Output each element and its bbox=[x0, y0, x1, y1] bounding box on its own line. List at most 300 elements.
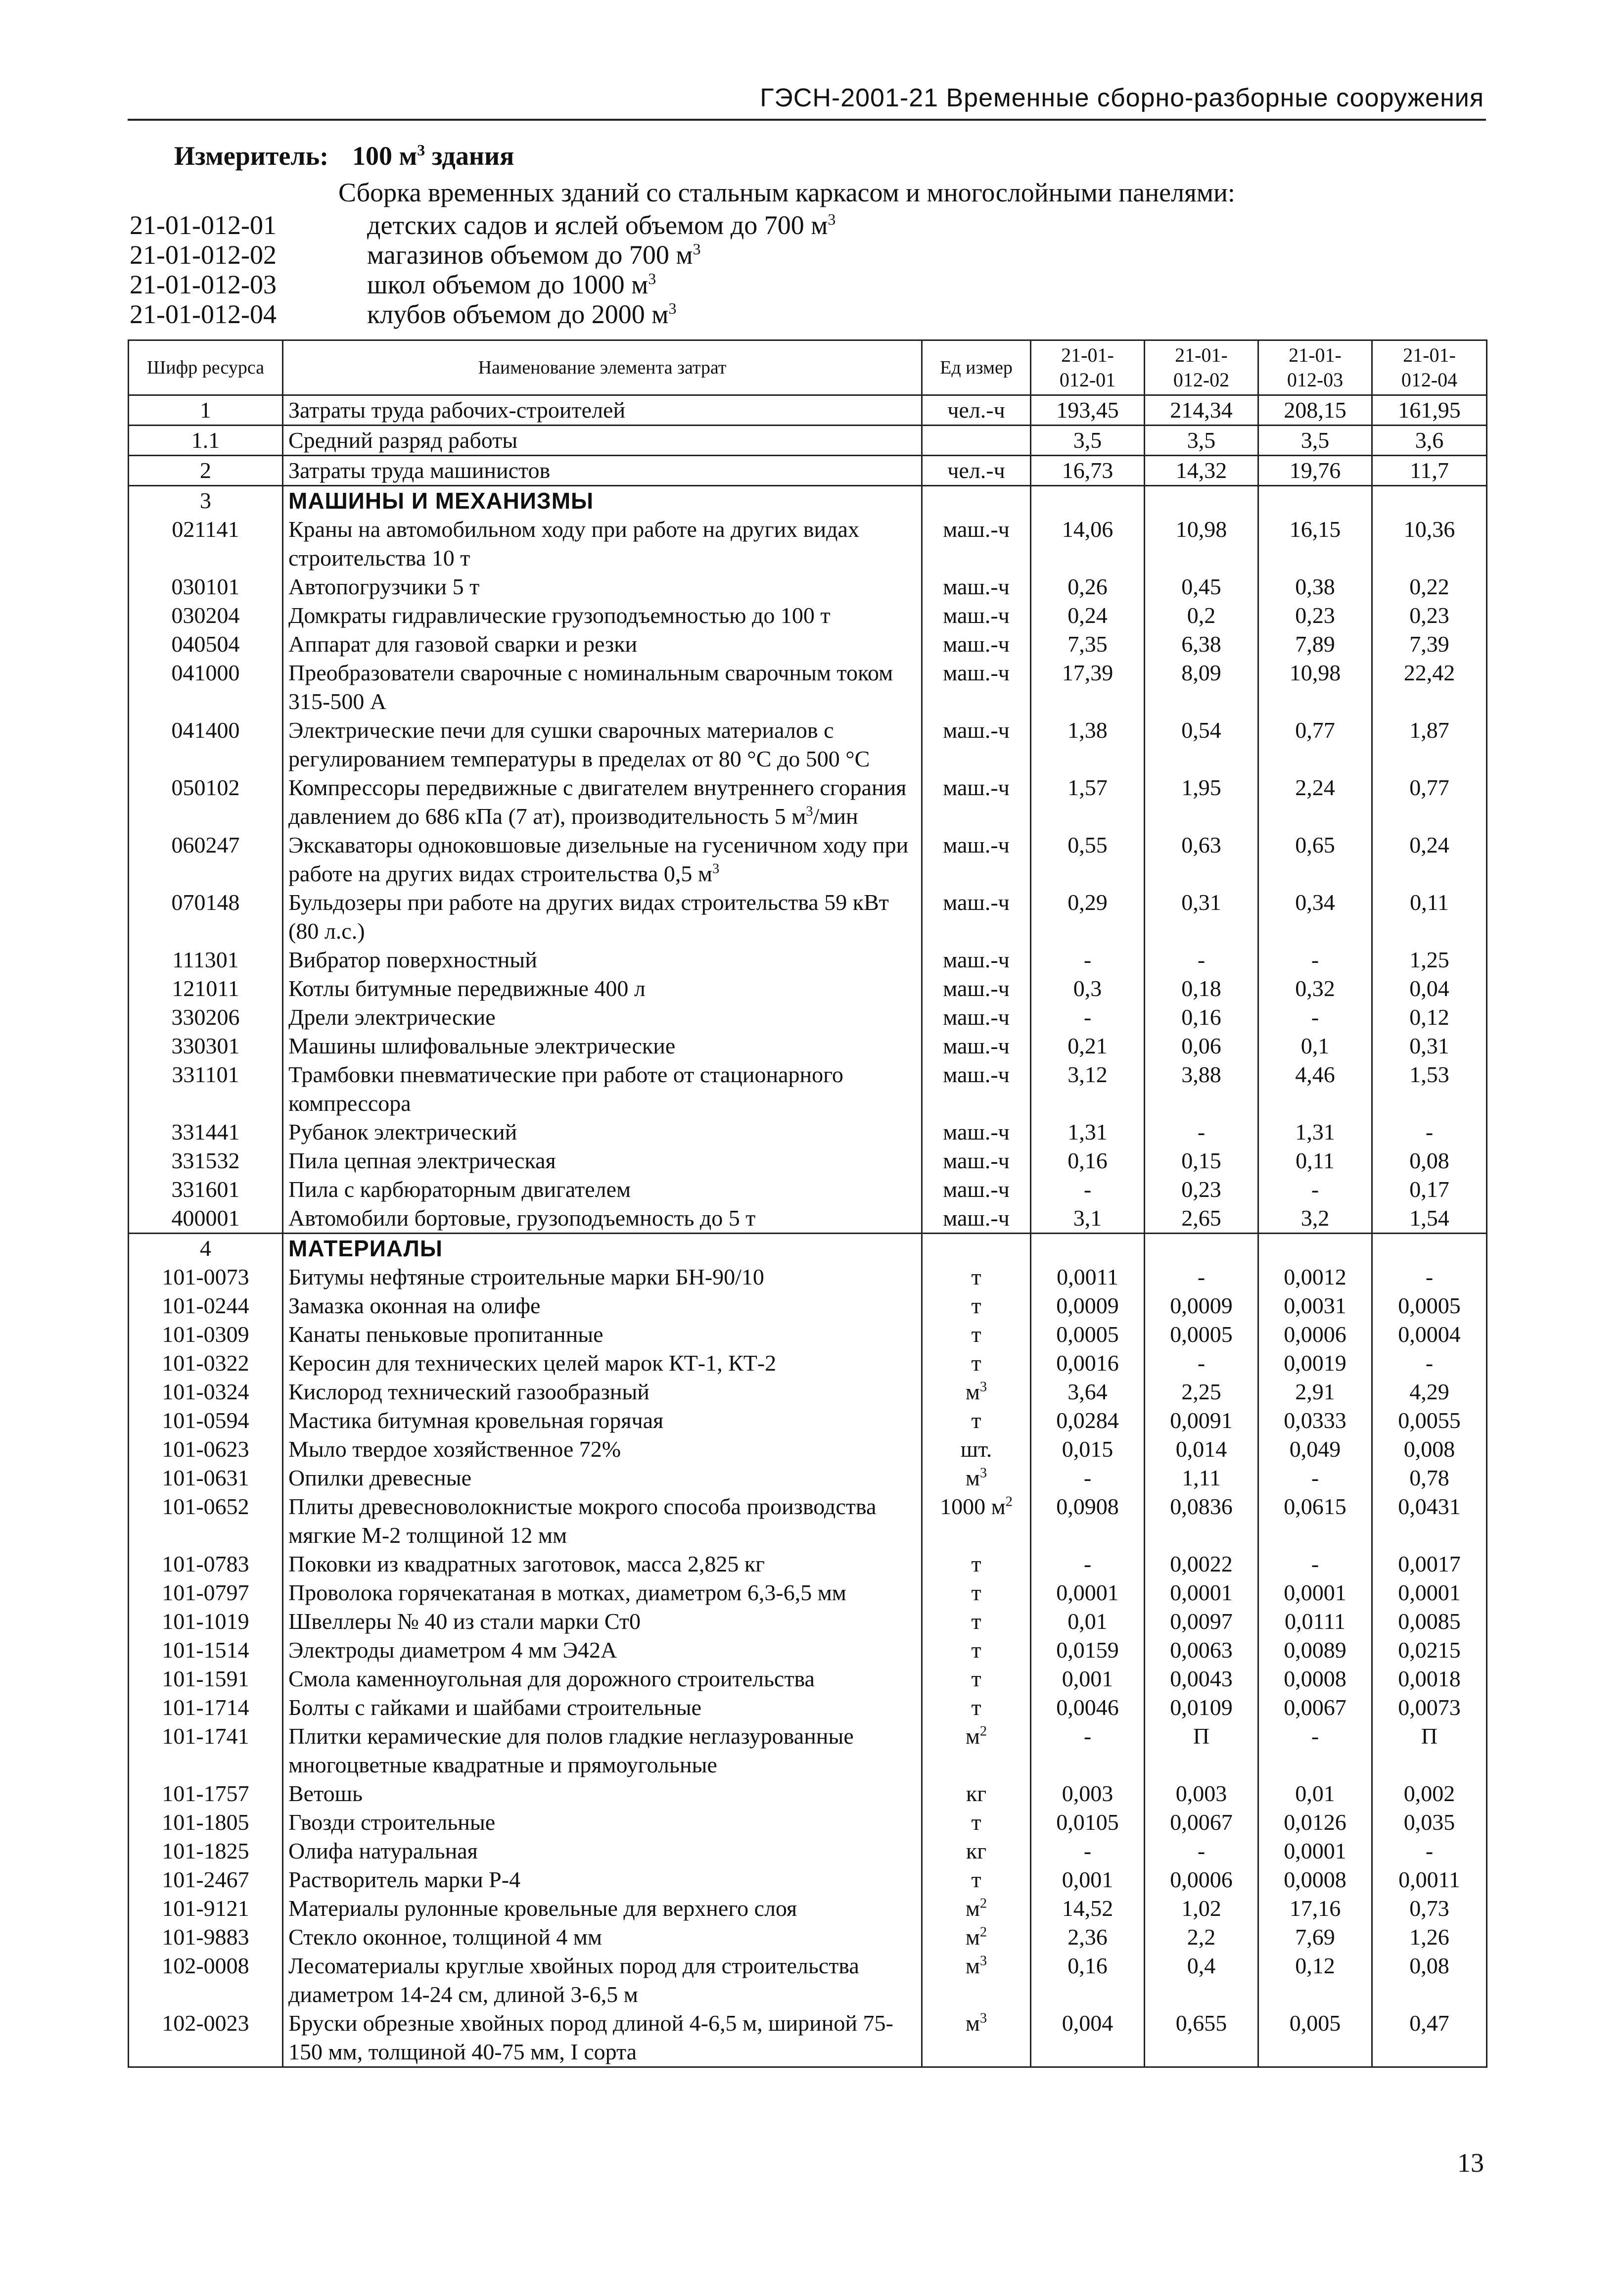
cell-value-variant-1: 0,0046 bbox=[1031, 1693, 1145, 1722]
cell-unit bbox=[922, 1722, 1031, 1779]
cell-value-variant-3: - bbox=[1258, 1464, 1372, 1492]
resource-name-text: Швеллеры № 40 из стали марки Ст0 bbox=[288, 1609, 641, 1634]
cell-value-variant-1: 0,004 bbox=[1031, 2009, 1145, 2067]
cell-resource-code: 101-1757 bbox=[129, 1779, 283, 1808]
cell-value-variant-1: 0,01 bbox=[1031, 1607, 1145, 1636]
cell-unit bbox=[922, 1378, 1031, 1406]
cell-resource-code: 101-1591 bbox=[129, 1665, 283, 1693]
unit-text: т bbox=[971, 1695, 981, 1720]
cell-value-variant-3: 0,38 bbox=[1258, 572, 1372, 601]
cell-unit bbox=[922, 601, 1031, 630]
unit-text: маш.-ч bbox=[943, 1004, 1010, 1030]
cell-unit bbox=[922, 1118, 1031, 1146]
cell-unit bbox=[922, 395, 1031, 426]
cell-value-variant-4: 0,0055 bbox=[1372, 1406, 1487, 1435]
cell-value-variant-2: 0,0067 bbox=[1145, 1808, 1258, 1837]
cell-resource-name bbox=[283, 716, 922, 773]
cell-resource-name bbox=[283, 1349, 922, 1378]
header-variant-4 bbox=[1372, 340, 1487, 395]
cell-value-variant-4: 1,53 bbox=[1372, 1060, 1487, 1118]
cell-value-variant-4: 1,26 bbox=[1372, 1923, 1487, 1952]
cell-value-variant-2: 0,0109 bbox=[1145, 1693, 1258, 1722]
cell-resource-name bbox=[283, 1291, 922, 1320]
cell-value-variant-4: 0,035 bbox=[1372, 1808, 1487, 1837]
cell-unit bbox=[922, 1146, 1031, 1175]
cell-value-variant-4: 0,0215 bbox=[1372, 1636, 1487, 1665]
cell-resource-name bbox=[283, 1118, 922, 1146]
cell-value-variant-1: 0,21 bbox=[1031, 1032, 1145, 1060]
unit-text: маш.-ч bbox=[943, 1033, 1010, 1058]
unit-text: маш.-ч bbox=[943, 1148, 1010, 1173]
cell-resource-name bbox=[283, 1234, 922, 1263]
table-row bbox=[129, 1492, 1487, 1550]
cell-value-variant-3: 0,0111 bbox=[1258, 1607, 1372, 1636]
cell-value-variant-2: - bbox=[1145, 1118, 1258, 1146]
unit-text: т bbox=[971, 1637, 981, 1663]
cell-value-variant-1: 1,31 bbox=[1031, 1118, 1145, 1146]
header-variant-4-a: 21-01- bbox=[1403, 344, 1456, 366]
cell-value-variant-4: 0,0073 bbox=[1372, 1693, 1487, 1722]
cell-resource-code: 101-2467 bbox=[129, 1865, 283, 1894]
meter-value-sup: 3 bbox=[417, 141, 425, 159]
unit-sup: 2 bbox=[979, 1924, 987, 1940]
cell-value-variant-3: 2,91 bbox=[1258, 1378, 1372, 1406]
cell-unit bbox=[922, 659, 1031, 716]
unit-sup: 3 bbox=[979, 1953, 987, 1969]
table-row bbox=[129, 1003, 1487, 1032]
header-variant-1-b: 012-01 bbox=[1059, 369, 1116, 391]
cell-unit bbox=[922, 1837, 1031, 1865]
cell-value-variant-3: 0,0615 bbox=[1258, 1492, 1372, 1550]
cell-unit bbox=[922, 773, 1031, 831]
resource-name-text: Замазка оконная на олифе bbox=[288, 1293, 541, 1318]
cell-value-variant-3: 3,2 bbox=[1258, 1204, 1372, 1234]
cell-resource-name bbox=[283, 601, 922, 630]
cell-value-variant-1: 1,38 bbox=[1031, 716, 1145, 773]
resource-name-text: МАШИНЫ И МЕХАНИЗМЫ bbox=[288, 488, 594, 514]
cell-value-variant-4: - bbox=[1372, 1263, 1487, 1291]
unit-text: м bbox=[965, 1924, 980, 1950]
cell-unit bbox=[922, 1464, 1031, 1492]
table-row bbox=[129, 831, 1487, 888]
variant-sup: 3 bbox=[648, 270, 656, 287]
unit-text: кг bbox=[966, 1838, 987, 1863]
cell-resource-name bbox=[283, 1665, 922, 1693]
table-row bbox=[129, 1234, 1487, 1263]
cell-resource-code: 2 bbox=[129, 456, 283, 486]
unit-text: шт. bbox=[960, 1436, 992, 1462]
cell-resource-name bbox=[283, 395, 922, 426]
cell-value-variant-3: 1,31 bbox=[1258, 1118, 1372, 1146]
cell-value-variant-2: 0,31 bbox=[1145, 888, 1258, 946]
cell-resource-name bbox=[283, 1808, 922, 1837]
cell-unit bbox=[922, 630, 1031, 659]
cell-resource-code: 030101 bbox=[129, 572, 283, 601]
cell-resource-code: 330206 bbox=[129, 1003, 283, 1032]
table-row bbox=[129, 659, 1487, 716]
cell-value-variant-1: - bbox=[1031, 1550, 1145, 1578]
resource-name-text: Машины шлифовальные электрические bbox=[288, 1033, 676, 1058]
cell-value-variant-2: 0,655 bbox=[1145, 2009, 1258, 2067]
cell-unit bbox=[922, 1665, 1031, 1693]
cell-value-variant-4: - bbox=[1372, 1118, 1487, 1146]
cell-resource-code: 101-1805 bbox=[129, 1808, 283, 1837]
header-name: Наименование элемента затрат bbox=[283, 340, 922, 395]
cell-value-variant-3: 7,69 bbox=[1258, 1923, 1372, 1952]
cell-value-variant-1: 0,16 bbox=[1031, 1952, 1145, 2009]
resource-table bbox=[128, 339, 1487, 2068]
resource-name-text: Компрессоры передвижные с двигателем внутреннего сгорания давлением до 686 кПа (7 ат), производительность 5 м bbox=[288, 775, 907, 829]
cell-resource-name bbox=[283, 1435, 922, 1464]
cell-value-variant-1 bbox=[1031, 486, 1145, 516]
cell-resource-name bbox=[283, 1032, 922, 1060]
page-number: 13 bbox=[1457, 2148, 1484, 2178]
cell-value-variant-2: 0,4 bbox=[1145, 1952, 1258, 2009]
cell-unit bbox=[922, 1060, 1031, 1118]
unit-text: маш.-ч bbox=[943, 1119, 1010, 1144]
cell-value-variant-4: 0,47 bbox=[1372, 2009, 1487, 2067]
table-row bbox=[129, 1146, 1487, 1175]
resource-name-text: Затраты труда рабочих-строителей bbox=[288, 397, 626, 423]
cell-value-variant-2: 0,0091 bbox=[1145, 1406, 1258, 1435]
cell-resource-code: 101-0324 bbox=[129, 1378, 283, 1406]
table-row bbox=[129, 1952, 1487, 2009]
unit-text: т bbox=[971, 1408, 981, 1433]
resource-name-text: Лесоматериалы круглые хвойных пород для строительства диаметром 14-24 см, длиной 3-6,5 м bbox=[288, 1953, 859, 2007]
table-row bbox=[129, 2009, 1487, 2067]
cell-resource-code: 101-0797 bbox=[129, 1578, 283, 1607]
cell-value-variant-3: 0,0031 bbox=[1258, 1291, 1372, 1320]
resource-name-text: Материалы рулонные кровельные для верхнего слоя bbox=[288, 1896, 797, 1921]
cell-value-variant-3: 0,32 bbox=[1258, 974, 1372, 1003]
unit-sup: 2 bbox=[979, 1723, 987, 1739]
cell-resource-code: 331441 bbox=[129, 1118, 283, 1146]
variant-sup: 3 bbox=[668, 299, 677, 317]
cell-value-variant-2: 0,23 bbox=[1145, 1175, 1258, 1204]
cell-value-variant-3: 0,34 bbox=[1258, 888, 1372, 946]
meter-label: Измеритель: bbox=[174, 141, 329, 171]
cell-unit bbox=[922, 1779, 1031, 1808]
cell-value-variant-1: 16,73 bbox=[1031, 456, 1145, 486]
table-row bbox=[129, 1837, 1487, 1865]
cell-value-variant-1: 0,24 bbox=[1031, 601, 1145, 630]
cell-value-variant-3: 0,0001 bbox=[1258, 1578, 1372, 1607]
cell-value-variant-4: 0,12 bbox=[1372, 1003, 1487, 1032]
table-header bbox=[129, 340, 1487, 395]
table-row bbox=[129, 601, 1487, 630]
cell-value-variant-4: 0,08 bbox=[1372, 1952, 1487, 2009]
table-row bbox=[129, 1032, 1487, 1060]
cell-unit bbox=[922, 1894, 1031, 1923]
unit-text: маш.-ч bbox=[943, 1177, 1010, 1202]
cell-value-variant-1: 14,06 bbox=[1031, 515, 1145, 572]
cell-value-variant-4: 0,002 bbox=[1372, 1779, 1487, 1808]
cell-resource-code: 331532 bbox=[129, 1146, 283, 1175]
cell-value-variant-2: 2,2 bbox=[1145, 1923, 1258, 1952]
table-row bbox=[129, 1894, 1487, 1923]
cell-unit bbox=[922, 888, 1031, 946]
cell-resource-code: 101-1741 bbox=[129, 1722, 283, 1779]
cell-value-variant-3: 0,0006 bbox=[1258, 1320, 1372, 1349]
cell-value-variant-3: - bbox=[1258, 1003, 1372, 1032]
cell-resource-code: 330301 bbox=[129, 1032, 283, 1060]
cell-value-variant-2: 0,0063 bbox=[1145, 1636, 1258, 1665]
cell-resource-code: 101-0244 bbox=[129, 1291, 283, 1320]
resource-name-text: Электрические печи для сушки сварочных материалов с регулированием температуры в пределах от 80 °С до 500 °С bbox=[288, 717, 870, 771]
cell-value-variant-4: 22,42 bbox=[1372, 659, 1487, 716]
cell-value-variant-1: - bbox=[1031, 1464, 1145, 1492]
variant-sup: 3 bbox=[693, 240, 701, 258]
cell-value-variant-2: 0,0836 bbox=[1145, 1492, 1258, 1550]
cell-value-variant-1: 3,1 bbox=[1031, 1204, 1145, 1234]
resource-name-text: Рубанок электрический bbox=[288, 1119, 517, 1144]
cell-value-variant-3: 19,76 bbox=[1258, 456, 1372, 486]
cell-resource-code: 331101 bbox=[129, 1060, 283, 1118]
cell-value-variant-1: 0,003 bbox=[1031, 1779, 1145, 1808]
cell-value-variant-4: 0,22 bbox=[1372, 572, 1487, 601]
cell-value-variant-3: 0,23 bbox=[1258, 601, 1372, 630]
cell-resource-code: 050102 bbox=[129, 773, 283, 831]
table-row bbox=[129, 1406, 1487, 1435]
cell-unit bbox=[922, 1492, 1031, 1550]
table-row bbox=[129, 486, 1487, 516]
cell-value-variant-2: - bbox=[1145, 1837, 1258, 1865]
cell-resource-code: 040504 bbox=[129, 630, 283, 659]
variant-text: магазинов объемом до 700 м bbox=[367, 240, 693, 270]
cell-unit bbox=[922, 1578, 1031, 1607]
cell-value-variant-2: 2,65 bbox=[1145, 1204, 1258, 1234]
unit-text: 1000 м bbox=[940, 1494, 1006, 1519]
resource-name-text: Проволока горячекатаная в мотках, диаметром 6,3-6,5 мм bbox=[288, 1580, 846, 1605]
table-row bbox=[129, 1923, 1487, 1952]
cell-resource-name bbox=[283, 1952, 922, 2009]
table-row bbox=[129, 974, 1487, 1003]
cell-resource-name bbox=[283, 1894, 922, 1923]
cell-unit bbox=[922, 1234, 1031, 1263]
cell-unit bbox=[922, 1865, 1031, 1894]
cell-value-variant-1: 7,35 bbox=[1031, 630, 1145, 659]
resource-name-text: Опилки древесные bbox=[288, 1465, 472, 1490]
cell-resource-name bbox=[283, 1837, 922, 1865]
unit-text: т bbox=[971, 1350, 981, 1376]
cell-value-variant-1: 17,39 bbox=[1031, 659, 1145, 716]
cell-value-variant-1: 2,36 bbox=[1031, 1923, 1145, 1952]
cell-value-variant-3: 0,11 bbox=[1258, 1146, 1372, 1175]
unit-text: чел.-ч bbox=[947, 458, 1005, 483]
cell-value-variant-4: 0,11 bbox=[1372, 888, 1487, 946]
resource-name-text: МАТЕРИАЛЫ bbox=[288, 1236, 443, 1261]
cell-value-variant-1: 0,16 bbox=[1031, 1146, 1145, 1175]
cell-resource-name bbox=[283, 659, 922, 716]
cell-value-variant-3: - bbox=[1258, 1175, 1372, 1204]
table-row bbox=[129, 1464, 1487, 1492]
cell-value-variant-4: 10,36 bbox=[1372, 515, 1487, 572]
cell-value-variant-2: 0,0006 bbox=[1145, 1865, 1258, 1894]
cell-value-variant-4: 0,0085 bbox=[1372, 1607, 1487, 1636]
cell-resource-code: 101-0783 bbox=[129, 1550, 283, 1578]
cell-value-variant-3: 0,1 bbox=[1258, 1032, 1372, 1060]
cell-resource-code: 101-0322 bbox=[129, 1349, 283, 1378]
unit-text: маш.-ч bbox=[943, 717, 1010, 743]
cell-value-variant-4: - bbox=[1372, 1837, 1487, 1865]
cell-value-variant-2: 3,5 bbox=[1145, 426, 1258, 456]
header-variant-2 bbox=[1145, 340, 1258, 395]
resource-name-text: Электроды диаметром 4 мм Э42А bbox=[288, 1637, 617, 1663]
cell-value-variant-4: 1,25 bbox=[1372, 946, 1487, 974]
unit-text: м bbox=[965, 1465, 980, 1490]
cell-resource-name bbox=[283, 1779, 922, 1808]
cell-value-variant-4: 0,0011 bbox=[1372, 1865, 1487, 1894]
unit-text: маш.-ч bbox=[943, 574, 1010, 599]
cell-resource-name bbox=[283, 515, 922, 572]
cell-resource-name bbox=[283, 1263, 922, 1291]
cell-value-variant-3: 7,89 bbox=[1258, 630, 1372, 659]
cell-resource-code: 060247 bbox=[129, 831, 283, 888]
cell-unit bbox=[922, 2009, 1031, 2067]
resource-name-text: Автопогрузчики 5 т bbox=[288, 574, 480, 599]
unit-text: т bbox=[971, 1810, 981, 1835]
resource-name-text: Краны на автомобильном ходу при работе на других видах строительства 10 т bbox=[288, 517, 859, 571]
cell-unit bbox=[922, 456, 1031, 486]
unit-text: м bbox=[965, 1896, 980, 1921]
table-row bbox=[129, 630, 1487, 659]
cell-value-variant-2: 1,11 bbox=[1145, 1464, 1258, 1492]
unit-text: м bbox=[965, 2010, 980, 2036]
unit-text: маш.-ч bbox=[943, 832, 1010, 858]
cell-value-variant-2: 0,003 bbox=[1145, 1779, 1258, 1808]
resource-name-text: Вибратор поверхностный bbox=[288, 947, 537, 972]
cell-value-variant-3: - bbox=[1258, 946, 1372, 974]
table-row bbox=[129, 515, 1487, 572]
variant-code: 21-01-012-04 bbox=[130, 299, 277, 329]
cell-value-variant-3: 0,049 bbox=[1258, 1435, 1372, 1464]
table-row bbox=[129, 716, 1487, 773]
variant-text: школ объемом до 1000 м bbox=[367, 270, 649, 299]
table-row bbox=[129, 1578, 1487, 1607]
cell-value-variant-1: 0,26 bbox=[1031, 572, 1145, 601]
cell-value-variant-3: 2,24 bbox=[1258, 773, 1372, 831]
cell-value-variant-1: 0,0284 bbox=[1031, 1406, 1145, 1435]
resource-name-text: Экскаваторы одноковшовые дизельные на гусеничном ходу при работе на других видах строительства 0,5 м bbox=[288, 832, 909, 886]
cell-value-variant-1: 0,0001 bbox=[1031, 1578, 1145, 1607]
cell-value-variant-4: 11,7 bbox=[1372, 456, 1487, 486]
cell-value-variant-1: - bbox=[1031, 946, 1145, 974]
cell-unit bbox=[922, 946, 1031, 974]
cell-value-variant-1: - bbox=[1031, 1837, 1145, 1865]
cell-unit bbox=[922, 1923, 1031, 1952]
cell-resource-name bbox=[283, 1320, 922, 1349]
cell-value-variant-4: П bbox=[1372, 1722, 1487, 1779]
cell-value-variant-1: 0,0011 bbox=[1031, 1263, 1145, 1291]
resource-name-text: Олифа натуральная bbox=[288, 1838, 478, 1863]
cell-resource-code: 101-1825 bbox=[129, 1837, 283, 1865]
cell-value-variant-4: 0,23 bbox=[1372, 601, 1487, 630]
resource-name-text: Трамбовки пневматические при работе от стационарного компрессора bbox=[288, 1062, 843, 1116]
cell-value-variant-1: 0,0005 bbox=[1031, 1320, 1145, 1349]
cell-value-variant-3: - bbox=[1258, 1550, 1372, 1578]
cell-unit bbox=[922, 1693, 1031, 1722]
cell-resource-name bbox=[283, 1204, 922, 1234]
cell-unit bbox=[922, 515, 1031, 572]
resource-name-text: Битумы нефтяные строительные марки БН-90/10 bbox=[288, 1264, 764, 1289]
resource-name-text: Болты с гайками и шайбами строительные bbox=[288, 1695, 702, 1720]
resource-name-text: Аппарат для газовой сварки и резки bbox=[288, 631, 638, 657]
cell-value-variant-2: 0,06 bbox=[1145, 1032, 1258, 1060]
cell-value-variant-2: 214,34 bbox=[1145, 395, 1258, 426]
variant-row bbox=[130, 239, 701, 269]
table-row bbox=[129, 1204, 1487, 1234]
cell-value-variant-2: 1,95 bbox=[1145, 773, 1258, 831]
table-row bbox=[129, 1435, 1487, 1464]
cell-value-variant-1 bbox=[1031, 1234, 1145, 1263]
table-row bbox=[129, 426, 1487, 456]
cell-resource-name bbox=[283, 426, 922, 456]
cell-resource-name bbox=[283, 1003, 922, 1032]
cell-unit bbox=[922, 1435, 1031, 1464]
table-body bbox=[129, 395, 1487, 2067]
cell-resource-code: 041400 bbox=[129, 716, 283, 773]
cell-resource-name bbox=[283, 1607, 922, 1636]
header-variant-2-b: 012-02 bbox=[1173, 369, 1230, 391]
cell-value-variant-3: 0,0008 bbox=[1258, 1665, 1372, 1693]
unit-text: маш.-ч bbox=[943, 976, 1010, 1001]
table-row bbox=[129, 946, 1487, 974]
cell-resource-code: 1 bbox=[129, 395, 283, 426]
cell-resource-code: 331601 bbox=[129, 1175, 283, 1204]
meter-value: 100 м bbox=[352, 141, 418, 171]
cell-value-variant-2: 0,0022 bbox=[1145, 1550, 1258, 1578]
table-row bbox=[129, 1808, 1487, 1837]
cell-resource-code: 101-0623 bbox=[129, 1435, 283, 1464]
cell-resource-name bbox=[283, 1550, 922, 1578]
variant-row bbox=[130, 299, 676, 329]
cell-resource-code: 041000 bbox=[129, 659, 283, 716]
cell-resource-code: 4 bbox=[129, 1234, 283, 1263]
cell-value-variant-3: 0,0001 bbox=[1258, 1837, 1372, 1865]
unit-text: маш.-ч bbox=[943, 603, 1010, 628]
cell-resource-name bbox=[283, 572, 922, 601]
cell-value-variant-2: 0,014 bbox=[1145, 1435, 1258, 1464]
cell-resource-name bbox=[283, 630, 922, 659]
cell-unit bbox=[922, 426, 1031, 456]
cell-value-variant-4: 0,0001 bbox=[1372, 1578, 1487, 1607]
cell-value-variant-3: 0,65 bbox=[1258, 831, 1372, 888]
resource-name-text: Керосин для технических целей марок КТ-1, КТ-2 bbox=[288, 1350, 777, 1376]
table-row bbox=[129, 1060, 1487, 1118]
resource-name-text: Мыло твердое хозяйственное 72% bbox=[288, 1436, 621, 1462]
unit-sup: 3 bbox=[979, 2010, 987, 2026]
resource-name-text: Бульдозеры при работе на других видах строительства 59 кВт (80 л.с.) bbox=[288, 890, 889, 944]
cell-value-variant-3: 0,0067 bbox=[1258, 1693, 1372, 1722]
cell-value-variant-4: 0,78 bbox=[1372, 1464, 1487, 1492]
cell-value-variant-2: 0,45 bbox=[1145, 572, 1258, 601]
unit-text: маш.-ч bbox=[943, 890, 1010, 915]
cell-value-variant-4: - bbox=[1372, 1349, 1487, 1378]
cell-value-variant-4 bbox=[1372, 486, 1487, 516]
unit-text: чел.-ч bbox=[947, 397, 1005, 423]
unit-text: маш.-ч bbox=[943, 775, 1010, 800]
cell-value-variant-4: 0,73 bbox=[1372, 1894, 1487, 1923]
meter-line bbox=[174, 141, 514, 171]
table-row bbox=[129, 1779, 1487, 1808]
variant-text: клубов объемом до 2000 м bbox=[367, 299, 669, 329]
resource-name-text: Пила цепная электрическая bbox=[288, 1148, 556, 1173]
cell-resource-name bbox=[283, 1636, 922, 1665]
variant-row bbox=[130, 269, 656, 299]
unit-text: т bbox=[971, 1867, 981, 1892]
cell-value-variant-2: 0,0097 bbox=[1145, 1607, 1258, 1636]
resource-name-text: Растворитель марки Р-4 bbox=[288, 1867, 521, 1892]
